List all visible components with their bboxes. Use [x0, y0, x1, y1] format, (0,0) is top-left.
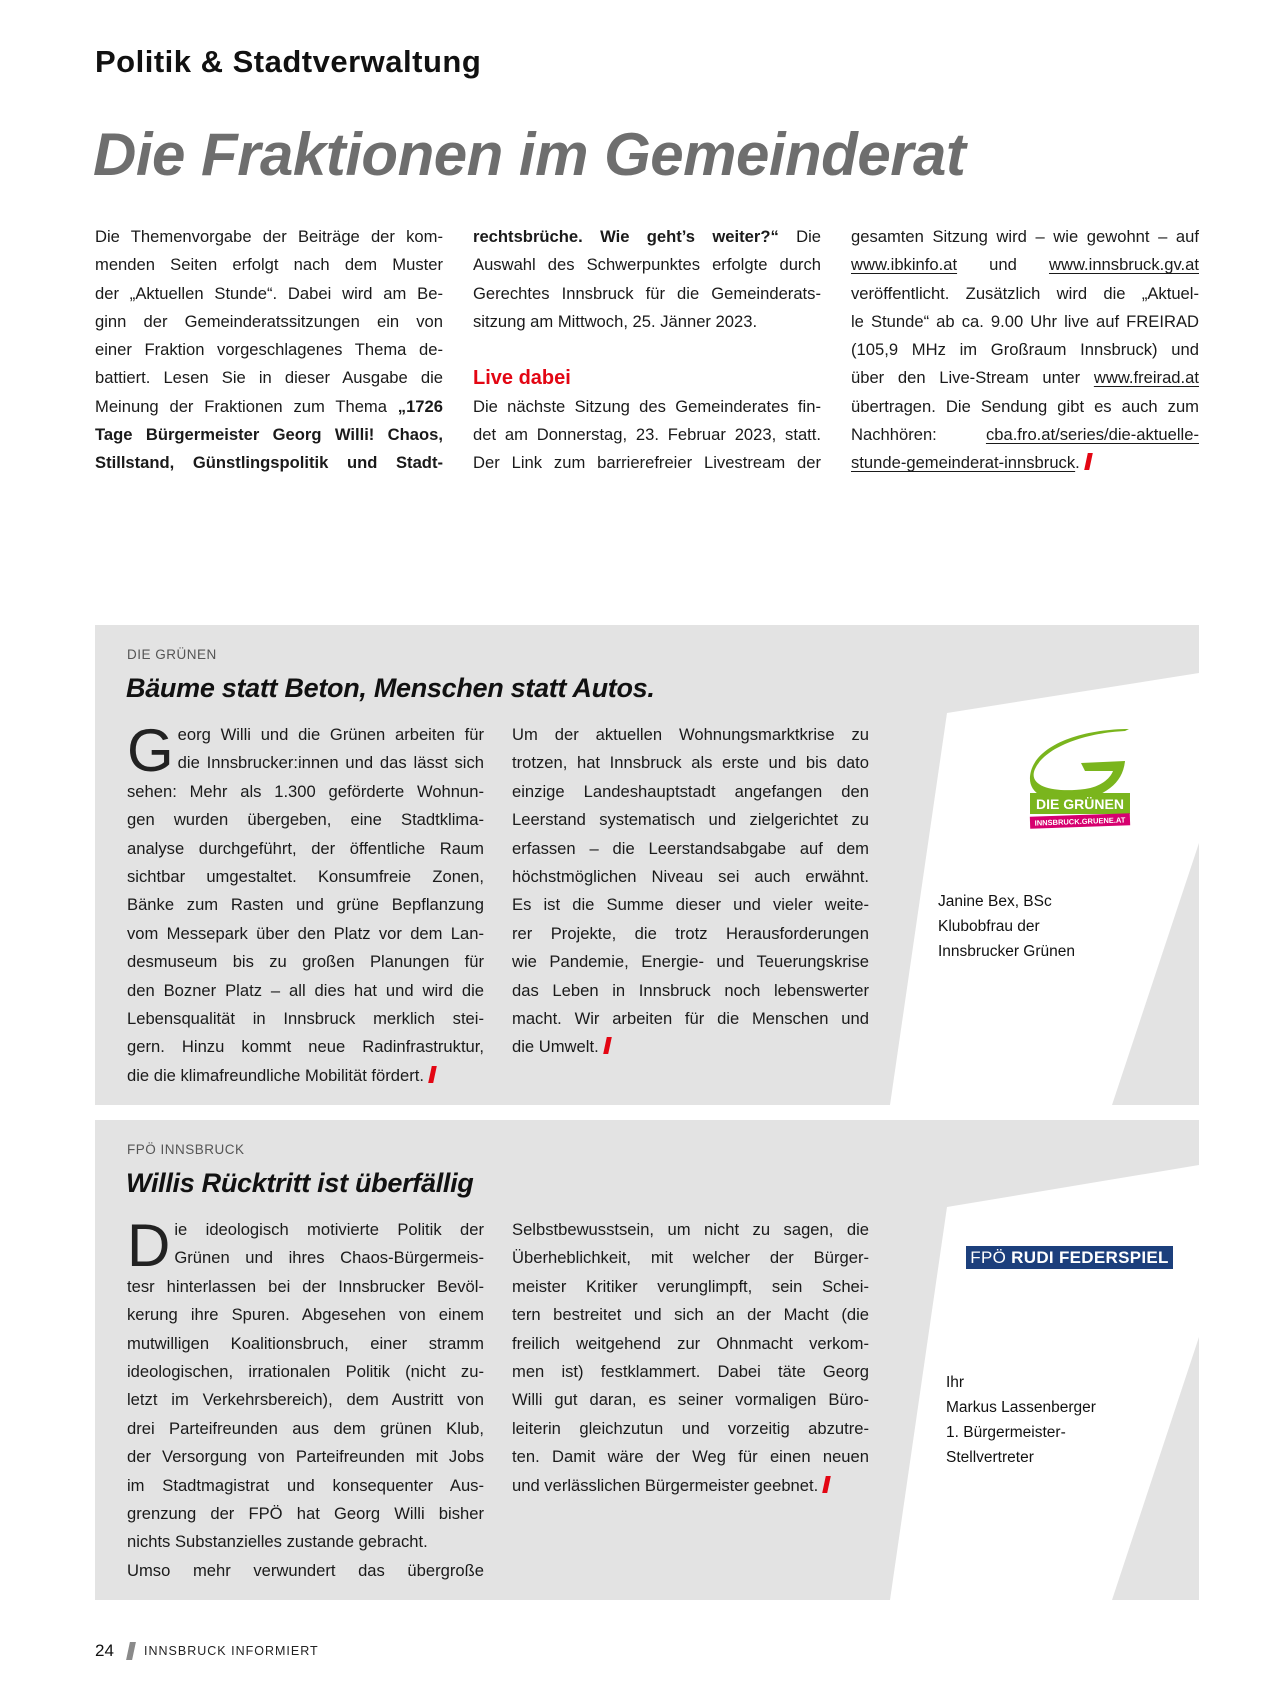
- text-line: sehen: Mehr als 1.300 geförderte Wohnun-: [127, 781, 484, 801]
- text-line: letzt im Verkehrsbereich), dem Austritt von: [127, 1390, 484, 1410]
- text-line: Umso mehr verwundert das übergroße: [127, 1560, 484, 1580]
- intro-column-2: [473, 223, 821, 478]
- text-line: gesamten Sitzung wird – wie gewohnt – auf: [851, 227, 1199, 246]
- text-line: Es ist die Summe dieser und vieler weite-: [512, 895, 869, 915]
- text-line: Die nächste Sitzung des Gemeinderates fin-: [473, 396, 821, 416]
- publication-name: INNSBRUCK INFORMIERT: [144, 1644, 319, 1658]
- text-line: kerung ihre Spuren. Abgesehen von einem: [127, 1305, 484, 1325]
- text: die Umwelt.: [512, 1037, 599, 1057]
- text-line: Lebensqualität in Innsbruck merklich stei-: [127, 1008, 484, 1028]
- link[interactable]: cba.fro.at/series/die-aktuelle-: [985, 425, 1199, 445]
- text-line: sichtbar umgestaltet. Konsumfreie Zonen,: [127, 866, 484, 886]
- fpoe-logo: [966, 1246, 1173, 1269]
- article-column-2: [512, 721, 869, 1062]
- page-number: 24: [95, 1641, 114, 1660]
- text-line: (105,9 MHz im Großraum Innsbruck) und: [851, 340, 1199, 360]
- paragraph: [127, 1557, 484, 1585]
- subheading: Live dabei: [473, 367, 571, 390]
- text-line: leiterin gleichzutun und vorzeitig abzutre-: [512, 1418, 869, 1438]
- text-line: Der Link zum barrierefreier Livestream der: [473, 453, 821, 473]
- text-line: veröffentlicht. Zusätzlich wird die „Aktuel-: [851, 283, 1199, 303]
- section-title: Politik & Stadtverwaltung: [95, 44, 482, 79]
- article-column-1: [127, 717, 484, 1090]
- text-line: meister Kritiker verunglimpft, sein Schei-: [512, 1276, 869, 1296]
- text-line: Auswahl des Schwerpunktes erfolgte durch: [473, 255, 821, 275]
- signature-role: Stellvertreter: [946, 1449, 1034, 1466]
- article-headline: Willis Rücktritt ist überfällig: [126, 1168, 474, 1198]
- text-line: analyse durchgeführt, der öffentliche Raum: [127, 838, 484, 858]
- signature-name: Janine Bex, BSc: [938, 893, 1052, 910]
- article-column-2: [512, 1216, 869, 1500]
- text-line: rer Projekte, die trotz Herausforderungen: [512, 923, 869, 943]
- text-line: ie ideologisch motivierte Politik der: [174, 1220, 484, 1239]
- text-line: höchstmöglichen Niveau sei auch erwähnt.: [512, 866, 869, 886]
- text-line: Bänke zum Rasten und grüne Bepflanzung: [127, 895, 484, 915]
- text-line: det am Donnerstag, 23. Februar 2023, statt.: [473, 425, 821, 445]
- text-line: Die Themenvorgabe der Beiträge der kom-: [95, 227, 443, 246]
- paragraph: [95, 223, 443, 478]
- text-line: [851, 251, 1199, 279]
- text-line: gen wurden übergeben, eine Stadtklima-: [127, 810, 484, 830]
- paragraph: [127, 1212, 484, 1557]
- paragraph: [512, 721, 869, 1062]
- text-line: grenzung der FPÖ hat Georg Willi bisher: [127, 1503, 484, 1523]
- end-mark-icon: [822, 1476, 831, 1493]
- text-line: Um der aktuellen Wohnungsmarktkrise zu: [512, 725, 869, 744]
- logo-name: DIE GRÜNEN: [1036, 796, 1124, 812]
- paragraph: [512, 1216, 869, 1500]
- slash-icon: [126, 1642, 136, 1660]
- bold-text: rechtsbrüche. Wie geht’s weiter?“: [473, 227, 779, 246]
- text: Meinung der Fraktionen zum Thema: [95, 396, 398, 416]
- intro-column-1: [95, 223, 443, 478]
- logo-url: INNSBRUCK.GRUENE.AT: [1034, 815, 1126, 828]
- text-line: sitzung am Mittwoch, 25. Jänner 2023.: [473, 311, 758, 331]
- text-line: [473, 223, 821, 251]
- link[interactable]: stunde-gemeinderat-innsbruck: [851, 453, 1076, 473]
- column-text: [127, 1212, 484, 1585]
- signature-name: Markus Lassenberger: [946, 1399, 1096, 1416]
- logo-name: RUDI FEDERSPIEL: [1011, 1248, 1169, 1267]
- text-line: übertragen. Die Sendung gibt es auch zum: [851, 396, 1199, 416]
- article-column-1: [127, 1212, 484, 1585]
- text-line: das Leben in Innsbruck noch lebenswerter: [512, 980, 869, 1000]
- text-line: nichts Substanzielles zustande gebracht.: [127, 1532, 428, 1552]
- bold-text: Stillstand, Günstlingspolitik und Stadt-: [95, 453, 443, 473]
- text: .: [1075, 453, 1080, 473]
- text-line: einer Fraktion vorgeschlagenes Thema de-: [95, 340, 443, 360]
- text-line: ginn der Gemeinderatssitzungen ein von: [95, 311, 443, 331]
- text-line: tesr hinterlassen bei der Innsbrucker Bevöl-: [127, 1276, 484, 1296]
- text: und: [957, 255, 1049, 275]
- link[interactable]: www.ibkinfo.at: [851, 255, 958, 275]
- gruene-logo: [1025, 727, 1137, 837]
- signature-role: Klubobfrau der: [938, 918, 1040, 935]
- bold-text: Tage Bürgermeister Georg Willi! Chaos,: [95, 425, 443, 445]
- text-line: freilich weitgehend zur Ohnmacht verkom-: [512, 1333, 869, 1353]
- text-line: den Bozner Platz – all dies hat und wird die: [127, 980, 484, 1000]
- text-line: gern. Hinzu kommt neue Radinfrastruktur,: [127, 1037, 484, 1057]
- party-label: FPÖ INNSBRUCK: [127, 1142, 245, 1157]
- text-line: mutwilligen Koalitionsbruch, einer stramm: [127, 1333, 484, 1353]
- text-line: Willi gut daran, es seiner vormaligen Büro-: [512, 1390, 869, 1410]
- page-title: Die Fraktionen im Gemeinderat: [93, 121, 966, 188]
- signature: [946, 1370, 1096, 1470]
- text-line: wie Pandemie, Energie- und Teuerungskrise: [512, 952, 869, 972]
- text-line: eorg Willi und die Grünen arbeiten für: [177, 725, 484, 744]
- paragraph: [473, 393, 821, 478]
- text-line: vom Messepark über den Platz vor dem Lan-: [127, 923, 484, 943]
- text-line: der Versorgung von Parteifreunden mit Jobs: [127, 1447, 484, 1467]
- logo-prefix: FPÖ: [970, 1248, 1007, 1267]
- gruene-article: [95, 625, 1199, 1105]
- fpoe-article: [95, 1120, 1199, 1600]
- text-line: Leerstand systematisch und zielgerichtet zu: [512, 810, 869, 830]
- text-line: desmuseum bis zu großen Planungen für: [127, 952, 484, 972]
- text-line: [851, 364, 1199, 392]
- drop-cap: G: [127, 717, 174, 784]
- article-headline: Bäume statt Beton, Menschen statt Autos.: [126, 673, 655, 703]
- end-mark-icon: [428, 1066, 437, 1083]
- end-mark-icon: [1084, 453, 1093, 470]
- party-label: DIE GRÜNEN: [127, 647, 217, 662]
- text-line: [95, 393, 443, 421]
- column-text: [127, 717, 484, 1090]
- text-line: im Stadtmagistrat und konsequenter Aus-: [127, 1475, 484, 1495]
- text-line: Überheblichkeit, mit welcher der Bürger-: [512, 1248, 869, 1268]
- text-line: einzige Landeshauptstadt angefangen den: [512, 781, 869, 801]
- text-line: battiert. Lesen Sie in dieser Ausgabe die: [95, 368, 443, 388]
- text-line: erfassen – die Leerstandsabgabe auf dem: [512, 838, 869, 858]
- text-line: menden Seiten erfolgt nach dem Muster: [95, 255, 443, 275]
- text-line: der „Aktuellen Stunde“. Dabei wird am Be-: [95, 283, 443, 303]
- text-line: die Innsbrucker:innen und das lässt sich: [177, 753, 484, 773]
- text: und verlässlichen Bürgermeister geebnet.: [512, 1475, 819, 1495]
- link[interactable]: www.innsbruck.gv.at: [1048, 255, 1199, 275]
- paragraph: [473, 364, 821, 392]
- text-line: macht. Wir arbeiten für die Menschen und: [512, 1008, 869, 1028]
- text-line: [851, 421, 1199, 449]
- signature: [938, 889, 1075, 964]
- text-line: Gerechtes Innsbruck für die Gemeinderats-: [473, 283, 821, 303]
- text: Nachhören:: [851, 425, 986, 445]
- link[interactable]: www.freirad.at: [1093, 368, 1199, 388]
- text-line: le Stunde“ ab ca. 9.00 Uhr live auf FREIRAD: [851, 311, 1199, 331]
- end-mark-icon: [603, 1037, 612, 1054]
- text-line: tern bestreitet und sich an der Macht (die: [512, 1305, 869, 1325]
- paragraph: [851, 223, 1199, 478]
- text-line: [512, 1472, 869, 1500]
- text-line: [851, 449, 1199, 477]
- signature-role: 1. Bürgermeister-: [946, 1424, 1066, 1441]
- spacer: [473, 336, 821, 364]
- text-line: [127, 1062, 484, 1090]
- signature-role: Innsbrucker Grünen: [938, 943, 1075, 960]
- text-line: [473, 364, 821, 392]
- bold-text: „1726: [397, 396, 443, 416]
- signature-greeting: Ihr: [946, 1374, 965, 1391]
- text-line: Selbstbewusstsein, um nicht zu sagen, die: [512, 1220, 869, 1239]
- paragraph: [127, 717, 484, 1090]
- intro-column-3: [851, 223, 1199, 478]
- text-line: [512, 1033, 869, 1061]
- text-line: trotzen, hat Innsbruck als erste und bis dato: [512, 753, 869, 773]
- text-line: ten. Damit wäre der Weg für einen neuen: [512, 1447, 869, 1467]
- text: Die: [778, 227, 821, 246]
- text: die die klimafreundliche Mobilität fördert.: [127, 1065, 424, 1085]
- paragraph: [473, 223, 821, 336]
- text-line: [95, 449, 443, 477]
- text-line: Grünen und ihres Chaos-Bürgermeis-: [174, 1248, 484, 1268]
- text-line: drei Parteifreunden aus dem grünen Klub,: [127, 1418, 484, 1438]
- drop-cap: D: [127, 1212, 171, 1279]
- text-line: ideologischen, irrationalen Politik (nicht zu-: [127, 1361, 484, 1381]
- text-line: [95, 421, 443, 449]
- text: über den Live-Stream unter: [851, 368, 1094, 388]
- text-line: men ist) festklammert. Dabei täte Georg: [512, 1361, 869, 1381]
